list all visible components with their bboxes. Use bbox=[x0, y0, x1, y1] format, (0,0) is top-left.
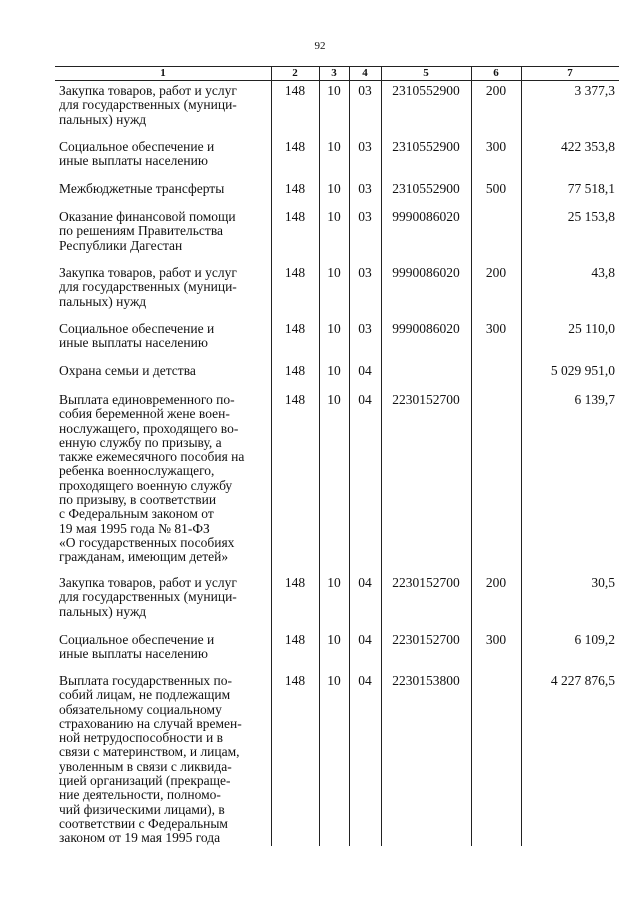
expense-type-code: 300 bbox=[485, 632, 507, 647]
row-description-line: иные выплаты населению bbox=[59, 335, 208, 351]
row-description-line: страхованию на случай времен- bbox=[59, 715, 242, 731]
amount: 6 139,7 bbox=[574, 392, 615, 407]
row-description-line: Закупка товаров, работ и услуг bbox=[59, 83, 237, 98]
row-description-line: 19 мая 1995 года № 81-ФЗ bbox=[59, 520, 210, 536]
section-code: 10 bbox=[327, 209, 341, 224]
row-description-line: законом от 19 мая 1995 года bbox=[59, 830, 221, 846]
subsection-code: 04 bbox=[358, 575, 372, 590]
target-article-code: 2230152700 bbox=[392, 575, 460, 590]
section-code: 10 bbox=[327, 363, 341, 378]
header-bottom-border bbox=[55, 80, 619, 81]
column-header: 5 bbox=[423, 67, 429, 79]
budget-table bbox=[55, 66, 619, 846]
row-description bbox=[59, 182, 269, 196]
row-description-line: пальных) нужд bbox=[59, 293, 147, 309]
amount: 25 153,8 bbox=[567, 209, 615, 224]
subsection-code: 03 bbox=[358, 83, 372, 98]
section-code: 10 bbox=[327, 632, 341, 647]
expense-type-code: 300 bbox=[485, 139, 507, 154]
target-article-code: 9990086020 bbox=[392, 265, 460, 280]
row-description-line: обязательному социальному bbox=[59, 701, 222, 717]
row-description-line: собия беременной жене воен- bbox=[59, 406, 230, 422]
row-description-line: ние деятельности, полномо- bbox=[59, 787, 221, 803]
ministry-code: 148 bbox=[284, 632, 306, 647]
section-code: 10 bbox=[327, 321, 341, 336]
target-article-code: 2310552900 bbox=[392, 83, 460, 98]
row-description-line: Оказание финансовой помощи bbox=[59, 209, 236, 224]
ministry-code: 148 bbox=[284, 321, 306, 336]
section-code: 10 bbox=[327, 392, 341, 407]
row-description bbox=[59, 393, 269, 565]
ministry-code: 148 bbox=[284, 673, 306, 688]
row-description-line: ной нетрудоспособности и в bbox=[59, 730, 223, 746]
amount: 30,5 bbox=[591, 575, 615, 590]
target-article-code: 2230153800 bbox=[392, 673, 460, 688]
row-description-line: для государственных (муници- bbox=[59, 279, 237, 295]
subsection-code: 04 bbox=[358, 632, 372, 647]
amount: 4 227 876,5 bbox=[550, 673, 615, 688]
row-description-line: Социальное обеспечение и bbox=[59, 321, 215, 336]
row-description-line: «О государственных пособиях bbox=[59, 534, 235, 550]
ministry-code: 148 bbox=[284, 83, 306, 98]
ministry-code: 148 bbox=[284, 575, 306, 590]
target-article-code: 2230152700 bbox=[392, 632, 460, 647]
target-article-code: 2310552900 bbox=[392, 181, 460, 196]
target-article-code: 9990086020 bbox=[392, 321, 460, 336]
ministry-code: 148 bbox=[284, 209, 306, 224]
row-description bbox=[59, 674, 269, 846]
row-description-line: Социальное обеспечение и bbox=[59, 139, 215, 154]
row-description-line: пальных) нужд bbox=[59, 603, 147, 619]
row-description-line: гражданам, имеющим детей» bbox=[59, 549, 229, 565]
section-code: 10 bbox=[327, 575, 341, 590]
subsection-code: 03 bbox=[358, 321, 372, 336]
ministry-code: 148 bbox=[284, 139, 306, 154]
row-description-line: ребенка военнослужащего, bbox=[59, 463, 215, 479]
row-description-line: проходящего военную службу bbox=[59, 477, 233, 493]
amount: 43,8 bbox=[591, 265, 615, 280]
row-description-line: енную службу по призыву, а bbox=[59, 434, 222, 450]
row-description-line: Республики Дагестан bbox=[59, 237, 183, 253]
column-header: 6 bbox=[493, 67, 499, 79]
subsection-code: 04 bbox=[358, 673, 372, 688]
row-description-line: по решениям Правительства bbox=[59, 223, 224, 239]
row-description-line: пальных) нужд bbox=[59, 111, 147, 127]
amount: 25 110,0 bbox=[568, 321, 615, 336]
expense-type-code: 500 bbox=[485, 181, 507, 196]
table-header-row bbox=[55, 67, 619, 80]
section-code: 10 bbox=[327, 181, 341, 196]
row-description-line: иные выплаты населению bbox=[59, 646, 208, 662]
row-description bbox=[59, 633, 269, 662]
ministry-code: 148 bbox=[284, 363, 306, 378]
row-description bbox=[59, 210, 269, 253]
row-description-line: Социальное обеспечение и bbox=[59, 632, 215, 647]
row-description-line: также ежемесячного пособия на bbox=[59, 449, 245, 465]
row-description bbox=[59, 140, 269, 169]
row-description-line: для государственных (муници- bbox=[59, 97, 237, 113]
section-code: 10 bbox=[327, 265, 341, 280]
subsection-code: 04 bbox=[358, 363, 372, 378]
amount: 77 518,1 bbox=[567, 181, 615, 196]
row-description bbox=[59, 322, 269, 351]
column-header: 3 bbox=[331, 67, 337, 79]
ministry-code: 148 bbox=[284, 181, 306, 196]
target-article-code: 2230152700 bbox=[392, 392, 460, 407]
row-description-line: Закупка товаров, работ и услуг bbox=[59, 265, 237, 280]
section-code: 10 bbox=[327, 83, 341, 98]
section-code: 10 bbox=[327, 673, 341, 688]
expense-type-code: 200 bbox=[485, 575, 507, 590]
amount: 422 353,8 bbox=[561, 139, 615, 154]
row-description-line: нослужащего, проходящего во- bbox=[59, 420, 239, 436]
row-description-line: с Федеральным законом от bbox=[59, 506, 214, 522]
row-description-line: цией организаций (прекраще- bbox=[59, 773, 231, 789]
row-description-line: Выплата единовременного по- bbox=[59, 392, 235, 407]
expense-type-code: 300 bbox=[485, 321, 507, 336]
expense-type-code: 200 bbox=[485, 83, 507, 98]
row-description-line: по призыву, в соответствии bbox=[59, 492, 217, 508]
row-description-line: Закупка товаров, работ и услуг bbox=[59, 575, 237, 590]
row-description-line: чий физическими лицами), в bbox=[59, 801, 225, 817]
subsection-code: 03 bbox=[358, 181, 372, 196]
page-number: 92 bbox=[314, 40, 326, 52]
column-header: 7 bbox=[567, 67, 573, 79]
row-description-line: собий лицам, не подлежащим bbox=[59, 687, 231, 703]
ministry-code: 148 bbox=[284, 392, 306, 407]
row-description bbox=[59, 364, 269, 378]
row-description-line: уволенным в связи с ликвида- bbox=[59, 758, 232, 774]
row-description-line: Выплата государственных по- bbox=[59, 673, 233, 688]
row-description bbox=[59, 576, 269, 619]
expense-type-code: 200 bbox=[485, 265, 507, 280]
column-header: 2 bbox=[292, 67, 298, 79]
amount: 5 029 951,0 bbox=[550, 363, 615, 378]
subsection-code: 03 bbox=[358, 265, 372, 280]
row-description-line: для государственных (муници- bbox=[59, 589, 237, 605]
target-article-code: 9990086020 bbox=[392, 209, 460, 224]
subsection-code: 04 bbox=[358, 392, 372, 407]
row-description bbox=[59, 84, 269, 127]
amount: 6 109,2 bbox=[574, 632, 615, 647]
row-description-line: Охрана семьи и детства bbox=[59, 363, 196, 378]
column-header: 1 bbox=[160, 67, 166, 79]
row-description-line: связи с материнством, и лицам, bbox=[59, 744, 240, 760]
section-code: 10 bbox=[327, 139, 341, 154]
row-description-line: соответствии с Федеральным bbox=[59, 815, 228, 831]
row-description bbox=[59, 266, 269, 309]
amount: 3 377,3 bbox=[574, 83, 615, 98]
ministry-code: 148 bbox=[284, 265, 306, 280]
subsection-code: 03 bbox=[358, 139, 372, 154]
column-header: 4 bbox=[362, 67, 368, 79]
row-description-line: Межбюджетные трансферты bbox=[59, 181, 225, 196]
subsection-code: 03 bbox=[358, 209, 372, 224]
row-description-line: иные выплаты населению bbox=[59, 153, 208, 169]
target-article-code: 2310552900 bbox=[392, 139, 460, 154]
